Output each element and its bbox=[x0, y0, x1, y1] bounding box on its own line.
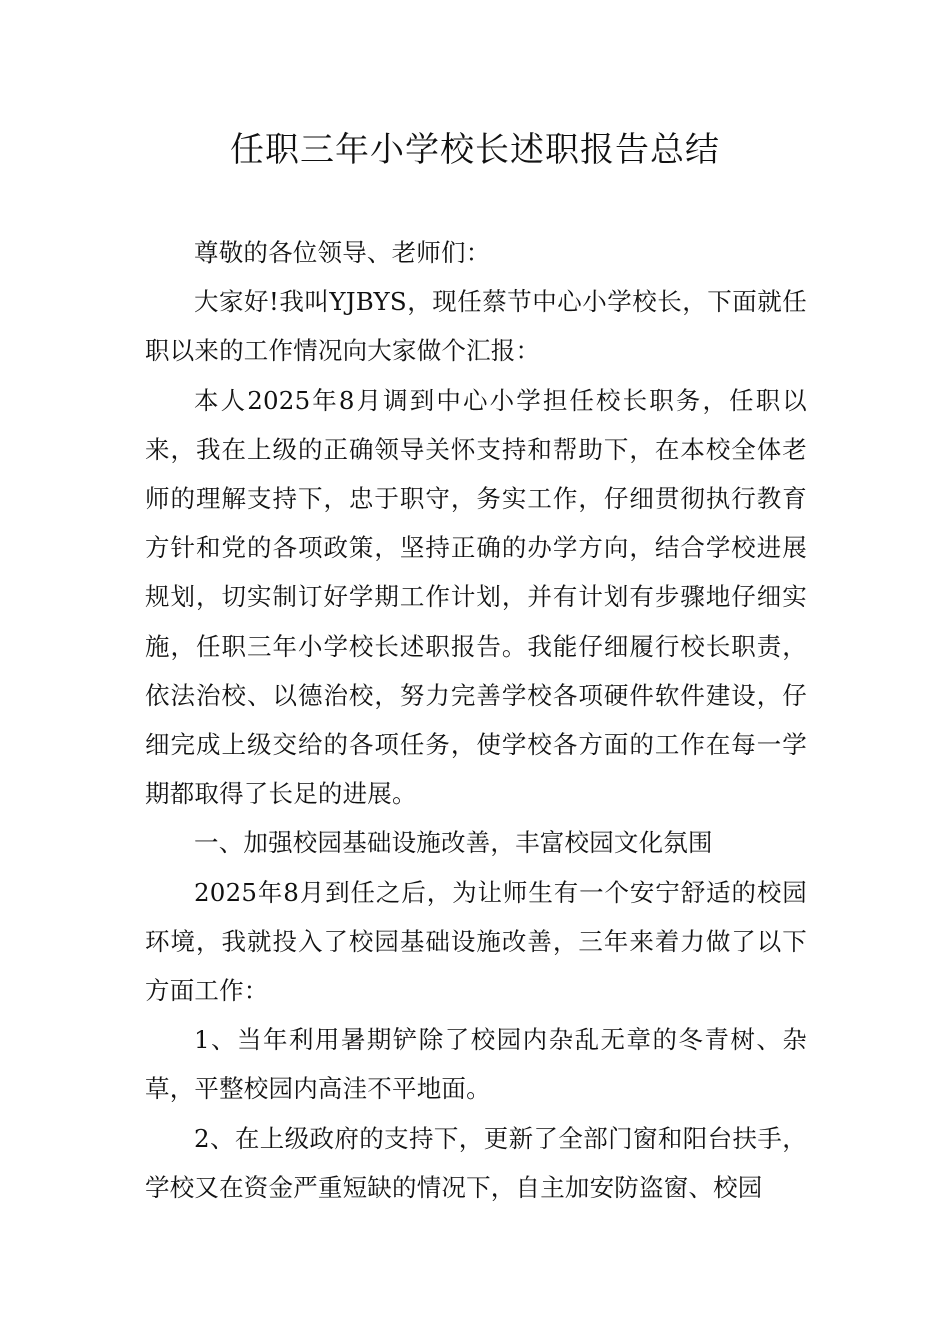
document-body bbox=[145, 228, 807, 1212]
document-title: 任职三年小学校长述职报告总结 bbox=[230, 130, 720, 170]
section-heading-1: 一、加强校园基础设施改善，丰富校园文化氛围 bbox=[194, 828, 713, 858]
paragraph-section-1-intro: 2025年8月到任之后，为让师生有一个安宁舒适的校园环境，我就投入了校园基础设施改善，三年来着力做了以下方面工作： bbox=[145, 877, 807, 1006]
paragraph-introduction: 本人2025年8月调到中心小学担任校长职务，任职以来，我在上级的正确领导关怀支持和帮助下，在本校全体老师的理解支持下，忠于职守，务实工作，仔细贯彻执行教育方针和党的各项政策，坚持正确的办学方向，结合学校进展规划，切实制订好学期工作计划，并有计划有步骤地仔细实施，任职三年小学校长述职报告。我能仔细履行校长职责，依法治校、以德治校，努力完善学校各项硬件软件建设，仔细完成上级交给的各项任务，使学校各方面的工作在每一学期都取得了长足的进展。 bbox=[145, 385, 807, 809]
paragraph-greeting: 大家好!我叫YJBYS，现任蔡节中心小学校长，下面就任职以来的工作情况向大家做个汇报： bbox=[145, 287, 807, 366]
list-item-2: 2、在上级政府的支持下，更新了全部门窗和阳台扶手，学校又在资金严重短缺的情况下，自主加安防盗窗、校园 bbox=[145, 1123, 807, 1202]
paragraph-salutation: 尊敬的各位领导、老师们： bbox=[194, 238, 491, 267]
list-item-1: 1、当年利用暑期铲除了校园内杂乱无章的冬青树、杂草，平整校园内高洼不平地面。 bbox=[145, 1025, 807, 1104]
